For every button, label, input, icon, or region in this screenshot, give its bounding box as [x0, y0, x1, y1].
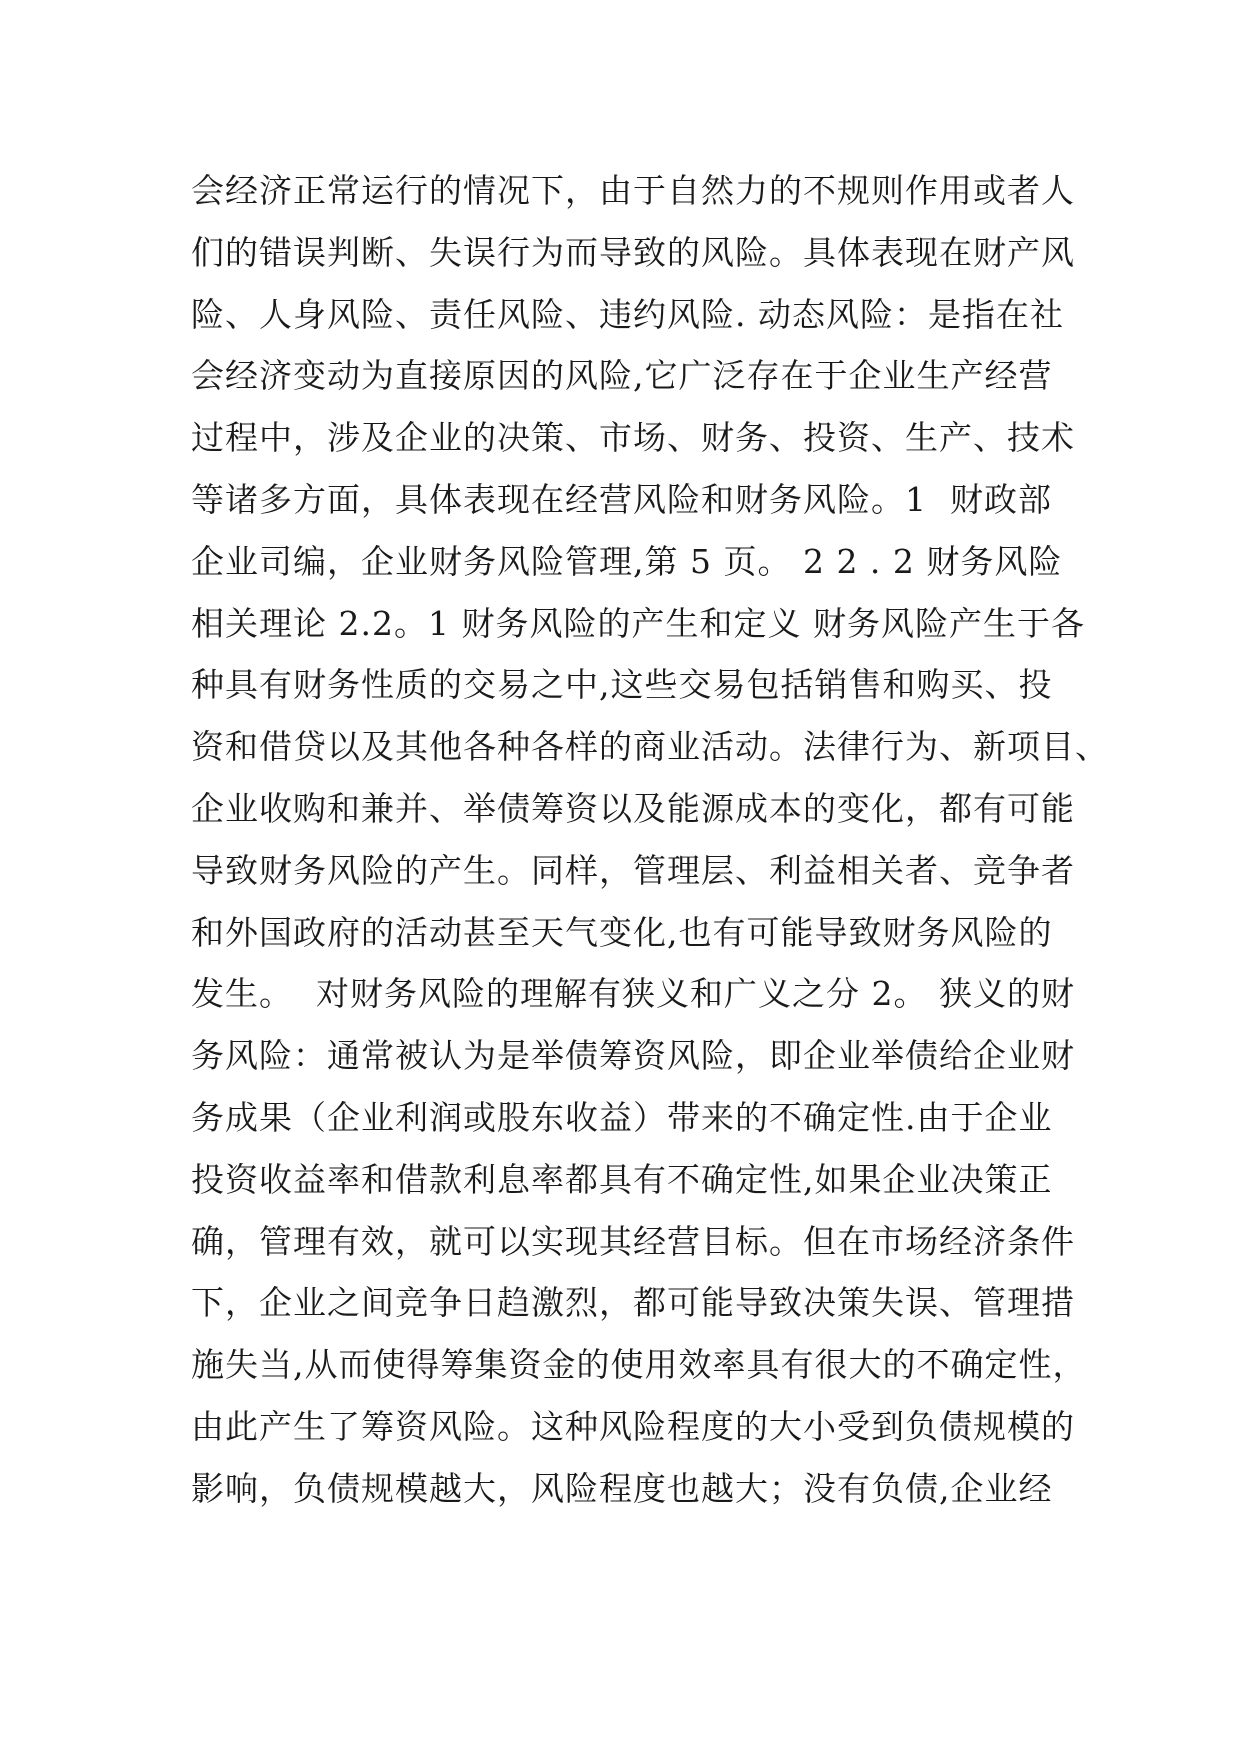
text-line: 等诸多方面，具体表现在经营风险和财务风险。1 财政部 [191, 479, 1052, 519]
text-line: 们的错误判断、失误行为而导致的风险。具体表现在财产风 [191, 232, 1075, 272]
text-line: 种具有财务性质的交易之中,这些交易包括销售和购买、投 [191, 665, 1053, 705]
text-line: 确，管理有效，就可以实现其经营目标。但在市场经济条件 [191, 1221, 1075, 1261]
text-line: 影响，负债规模越大，风险程度也越大；没有负债,企业经 [191, 1468, 1053, 1508]
text-line: 资和借贷以及其他各种各样的商业活动。法律行为、新项目、 [191, 727, 1109, 767]
text-line: 务风险：通常被认为是举债筹资风险，即企业举债给企业财 [191, 1036, 1075, 1076]
text-line: 务成果（企业利润或股东收益）带来的不确定性.由于企业 [191, 1097, 1053, 1137]
text-line: 由此产生了筹资风险。这种风险程度的大小受到负债规模的 [191, 1406, 1075, 1446]
text-line: 会经济变动为直接原因的风险,它广泛存在于企业生产经营 [191, 356, 1053, 396]
text-line: 导致财务风险的产生。同样，管理层、利益相关者、竞争者 [191, 850, 1075, 890]
text-line: 和外国政府的活动甚至天气变化,也有可能导致财务风险的 [191, 912, 1053, 952]
body-text [191, 160, 1109, 1520]
text-line: 过程中，涉及企业的决策、市场、财务、投资、生产、技术 [191, 418, 1075, 458]
text-line: 投资收益率和借款利息率都具有不确定性,如果企业决策正 [191, 1159, 1053, 1199]
text-line: 企业司编，企业财务风险管理,第 5 页。 2 2 . 2 财务风险 [191, 541, 1063, 581]
text-line: 发生。 对财务风险的理解有狭义和广义之分 2。 狭义的财 [191, 974, 1075, 1014]
text-line: 下，企业之间竞争日趋激烈，都可能导致决策失误、管理措 [191, 1283, 1075, 1323]
text-line: 企业收购和兼并、举债筹资以及能源成本的变化，都有可能 [191, 788, 1075, 828]
text-line: 会经济正常运行的情况下，由于自然力的不规则作用或者人 [191, 171, 1075, 210]
text-line: 相关理论 2.2。1 财务风险的产生和定义 财务风险产生于各 [191, 603, 1085, 643]
text-line: 险、人身风险、责任风险、违约风险. 动态风险：是指在社 [191, 294, 1064, 334]
text-line: 施失当,从而使得筹集资金的使用效率具有很大的不确定性， [191, 1345, 1087, 1385]
